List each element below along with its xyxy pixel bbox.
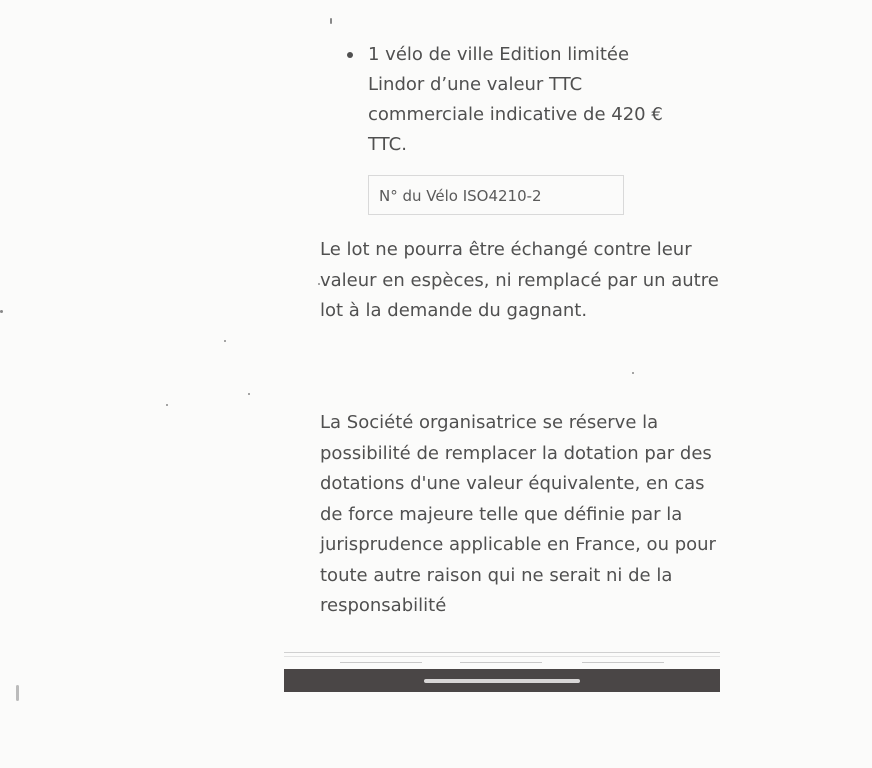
- divider-line: [284, 656, 720, 657]
- prize-description: 1 vélo de ville Edition limitée Lindor d’une valeur TTC commerciale indicative de 420 € TTC.: [368, 44, 663, 155]
- scan-speck: [632, 372, 634, 374]
- scan-speck: [248, 393, 250, 395]
- scan-speck: [166, 404, 168, 406]
- prize-list-item: [368, 40, 678, 160]
- prize-list: [320, 40, 720, 160]
- scan-speck: [330, 18, 332, 24]
- divider-dash: [582, 662, 664, 663]
- home-indicator[interactable]: [424, 679, 580, 683]
- exchange-paragraph: Le lot ne pourra être échangé contre leur valeur en espèces, ni remplacé par un autre lot à la demande du gagnant.: [320, 239, 719, 321]
- divider-dash: [340, 662, 422, 663]
- navigation-bar: [284, 669, 720, 692]
- substitution-paragraph: La Société organisatrice se réserve la possibilité de remplacer la dotation par des dotations d'une valeur équivalente, en cas de force majeure telle que définie par la jurisprudence applicable en France, ou pour toute autre raison qui ne serait ni de la responsabilité: [320, 412, 716, 616]
- divider-line: [284, 652, 720, 653]
- bike-serial-box: N° du Vélo ISO4210-2: [368, 175, 624, 215]
- scan-speck: [318, 283, 320, 285]
- bullet-icon: [347, 52, 353, 58]
- divider-dash: [460, 662, 542, 663]
- scan-speck: [16, 685, 19, 701]
- scan-speck: [224, 340, 226, 342]
- scan-speck: [0, 310, 3, 313]
- document-content: [320, 40, 720, 616]
